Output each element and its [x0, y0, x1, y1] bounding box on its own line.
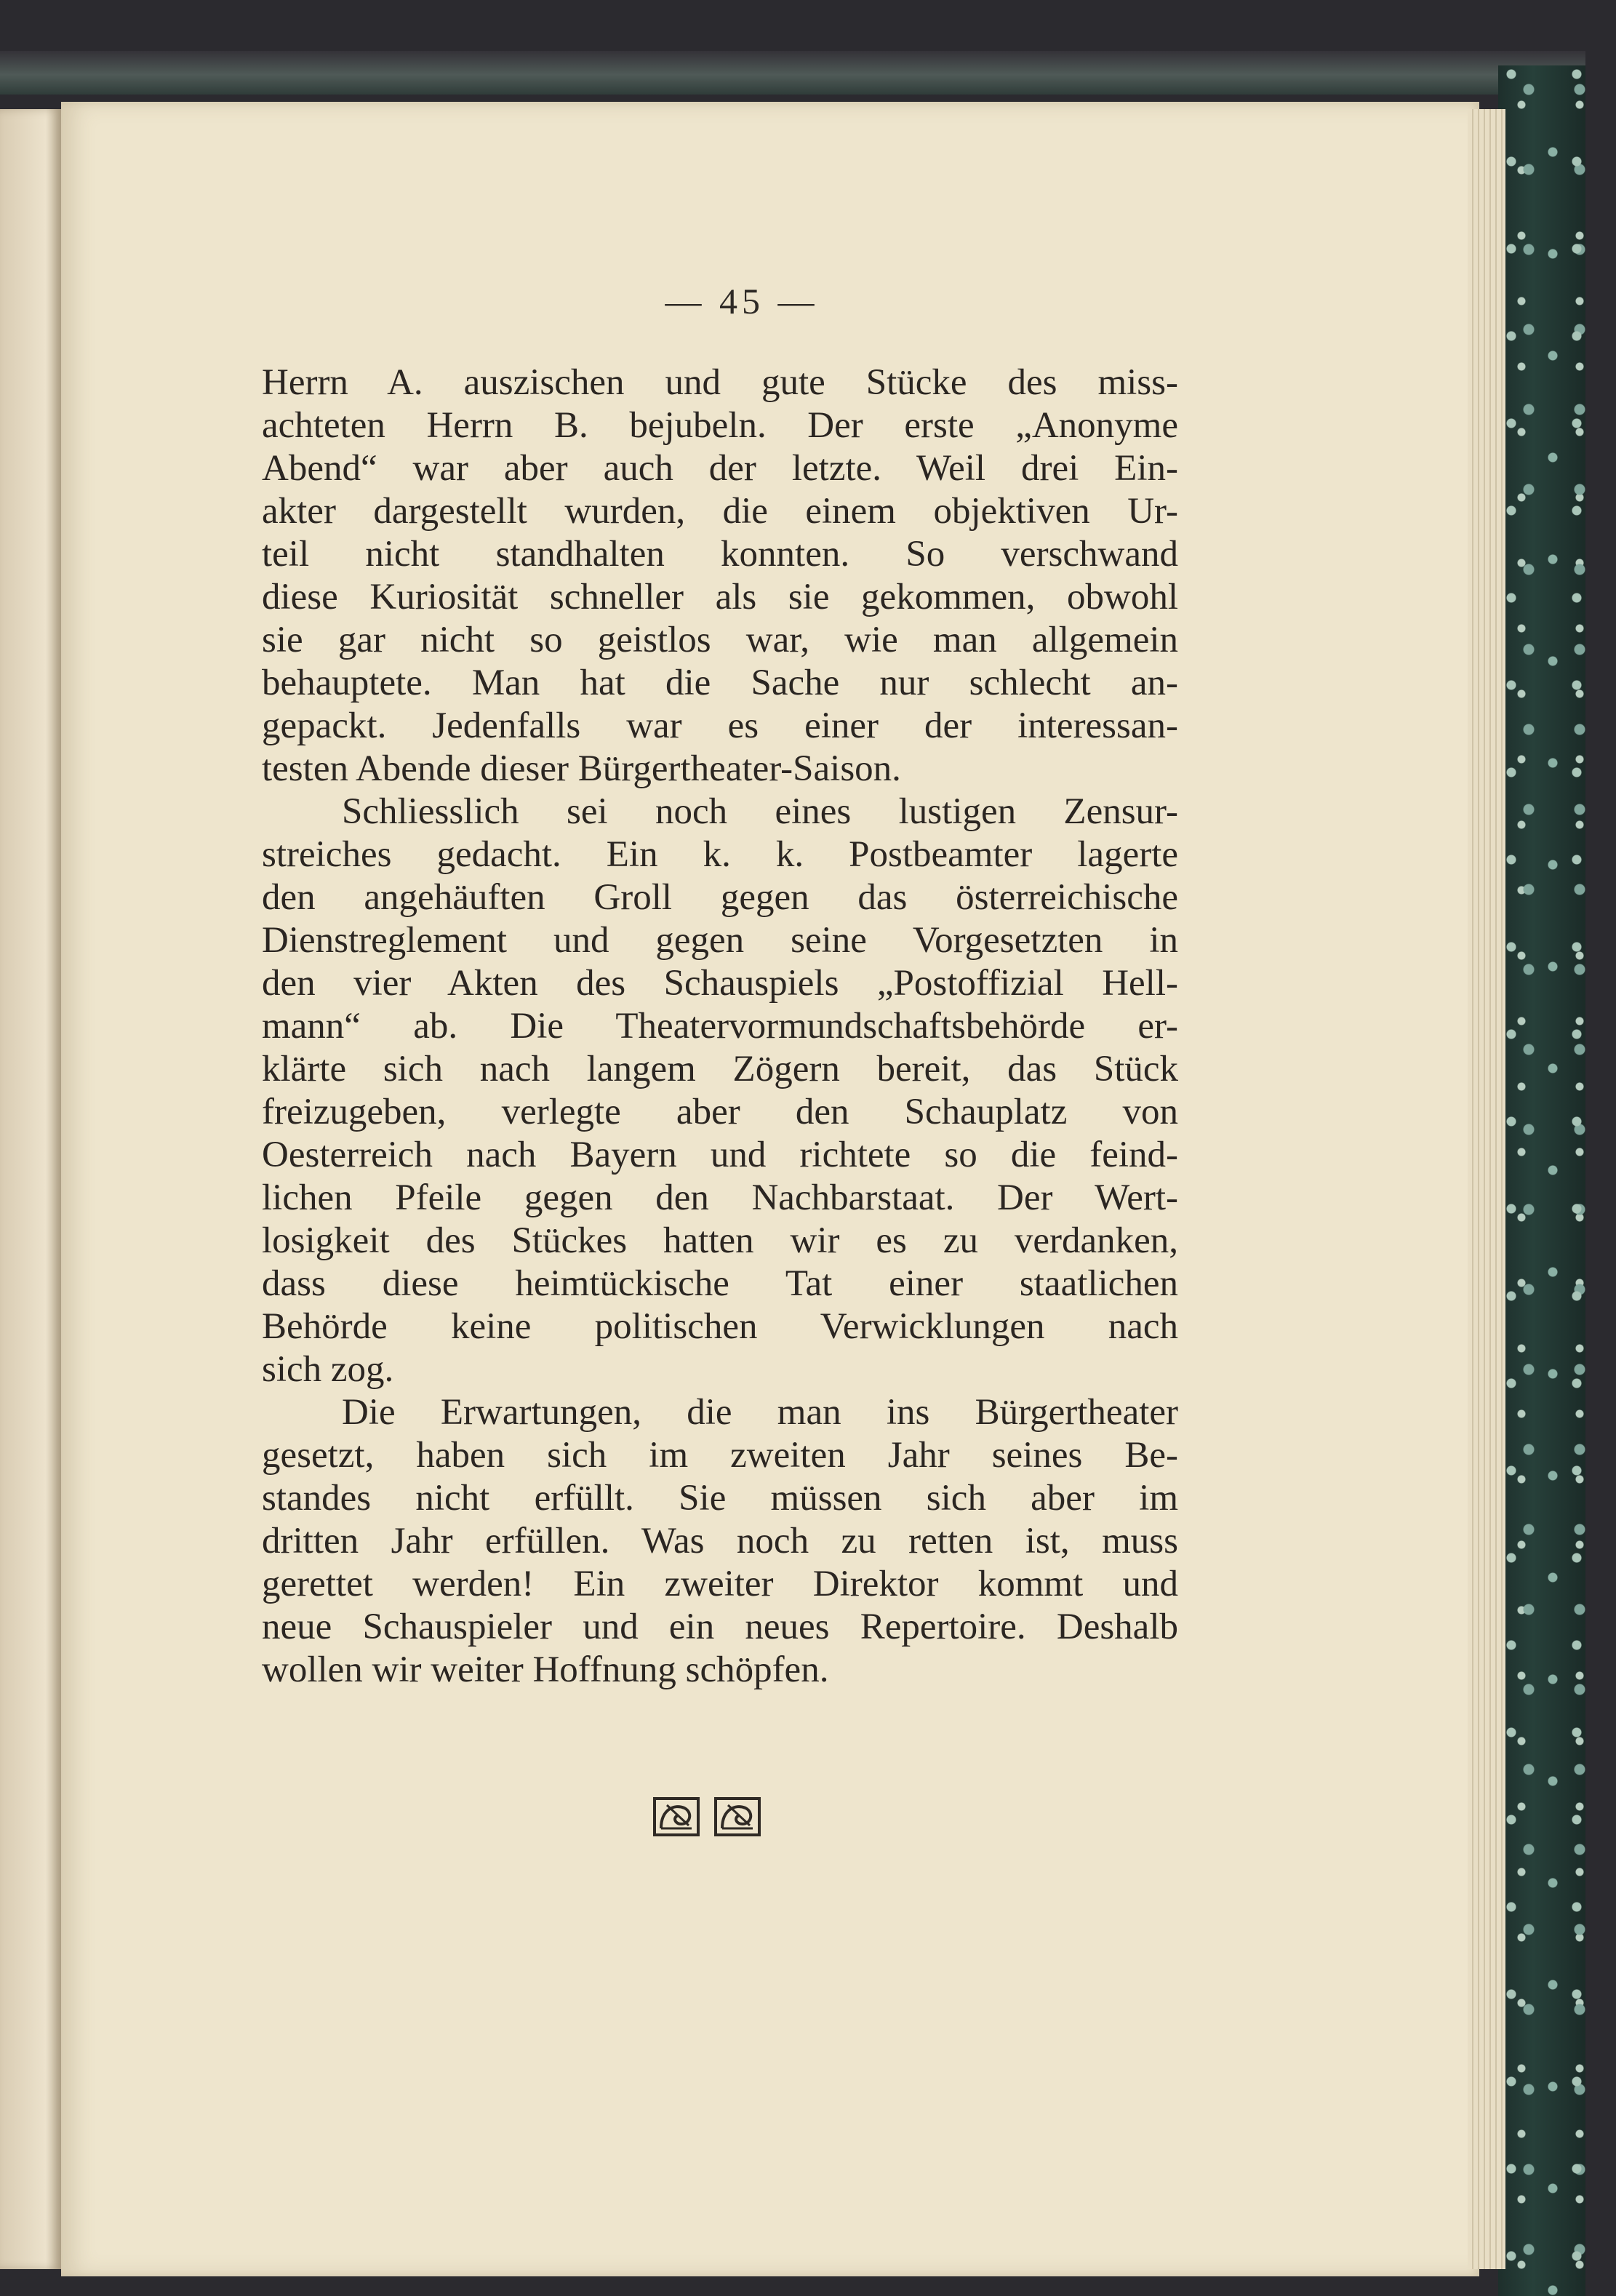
marbled-cover [1498, 65, 1585, 2296]
text-line: Die Erwartungen, die man ins Bürgertheater [342, 1392, 1178, 1433]
text-line: testen Abende dieser Bürgertheater-Saison. [262, 748, 901, 789]
text-line: achteten Herrn B. bejubeln. Der erste „Anonyme [262, 405, 1178, 446]
text-line: den vier Akten des Schauspiels „Postoffizial Hell- [262, 963, 1178, 1004]
left-page-edge [0, 109, 61, 2269]
text-line: sich zog. [262, 1349, 394, 1390]
floral-ornament-icon [652, 1796, 700, 1837]
text-line: freizugeben, verlegte aber den Schauplatz von [262, 1092, 1178, 1132]
book-cover-top [0, 51, 1585, 95]
text-line: den angehäuften Groll gegen das österreichische [262, 877, 1178, 918]
text-line: standes nicht erfüllt. Sie müssen sich aber im [262, 1478, 1178, 1519]
text-line: gepackt. Jedenfalls war es einer der interessan- [262, 705, 1178, 746]
text-line: gerettet werden! Ein zweiter Direktor kommt und [262, 1564, 1178, 1604]
text-line: dritten Jahr erfüllen. Was noch zu retten ist, muss [262, 1521, 1178, 1561]
text-line: Dienstreglement und gegen seine Vorgesetzten in [262, 920, 1178, 961]
text-line: diese Kuriosität schneller als sie gekommen, obwohl [262, 577, 1178, 617]
text-line: Herrn A. auszischen und gute Stücke des miss- [262, 362, 1178, 403]
text-line: neue Schauspieler und ein neues Repertoire. Deshalb [262, 1607, 1178, 1647]
text-line: mann“ ab. Die Theatervormundschaftsbehörde er- [262, 1006, 1178, 1047]
text-line: Abend“ war aber auch der letzte. Weil drei Ein- [262, 448, 1178, 489]
text-line: sie gar nicht so geistlos war, wie man allgemein [262, 620, 1178, 660]
body-text [262, 361, 1178, 1692]
text-line: akter dargestellt wurden, die einem objektiven Ur- [262, 491, 1178, 532]
text-line: Behörde keine politischen Verwicklungen nach [262, 1306, 1178, 1347]
page-number: — 45 — [665, 281, 819, 321]
text-line: klärte sich nach langem Zögern bereit, das Stück [262, 1049, 1178, 1089]
text-line: Oesterreich nach Bayern und richtete so die feind- [262, 1135, 1178, 1175]
text-line: teil nicht standhalten konnten. So verschwand [262, 534, 1178, 575]
floral-ornament-icon [713, 1796, 761, 1837]
text-line: Schliesslich sei noch eines lustigen Zensur- [342, 791, 1178, 832]
text-line: losigkeit des Stückes hatten wir es zu verdanken, [262, 1220, 1178, 1261]
page-stack-edge [1468, 109, 1505, 2269]
text-line: behauptete. Man hat die Sache nur schlecht an- [262, 663, 1178, 703]
text-line: streiches gedacht. Ein k. k. Postbeamter lagerte [262, 834, 1178, 875]
text-line: wollen wir weiter Hoffnung schöpfen. [262, 1649, 829, 1690]
text-line: lichen Pfeile gegen den Nachbarstaat. Der Wert- [262, 1177, 1178, 1218]
text-line: gesetzt, haben sich im zweiten Jahr seines Be- [262, 1435, 1178, 1476]
end-ornaments [652, 1796, 761, 1837]
text-line: dass diese heimtückische Tat einer staatlichen [262, 1263, 1178, 1304]
